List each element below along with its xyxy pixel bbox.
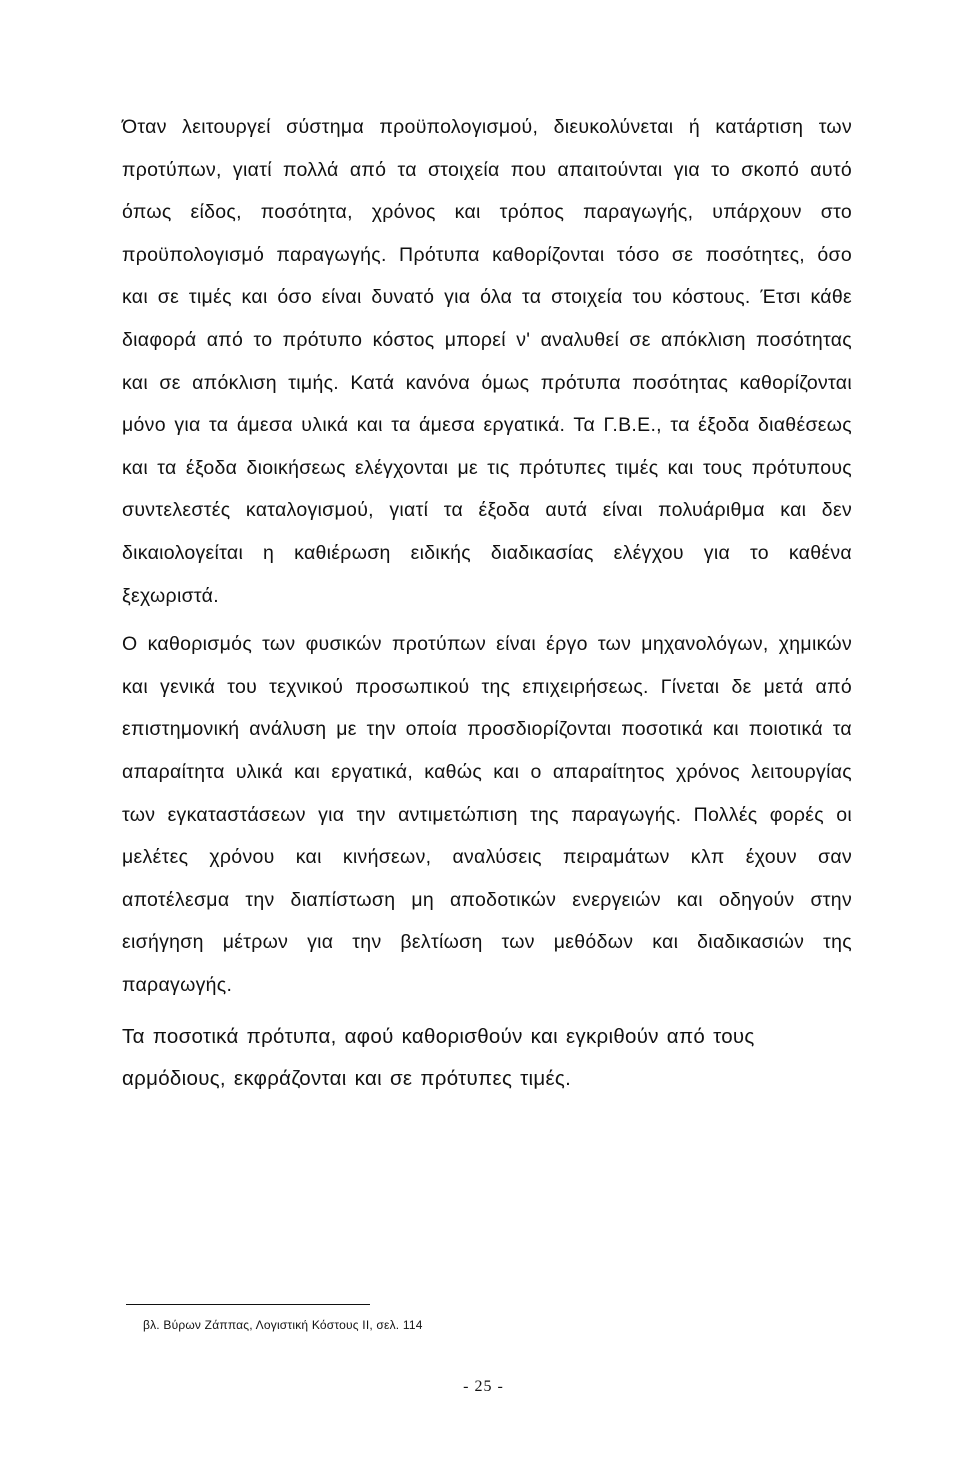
paragraph-physical-standards: Ο καθορισμός των φυσικών προτύπων είναι έργο των μηχανολόγων, χημικών και γενικά του τεχνικού προσωπικού της επιχειρήσεως. Γίνεται δε μετά από επιστημονική ανάλυση με την οποία προσδιορίζονται ποσοτικά και ποιοτικά τα απαραίτητα υλικά και εργατικά, καθώς και ο απαραίτητος χρόνος λειτουργίας των εγκαταστάσεων για την αντιμετώπιση της παραγωγής. Πολλές φορές οι μελέτες χρόνου και κινήσεων, αναλύσεις πειραμάτων κλπ έχουν σαν αποτέλεσμα την διαπίστωση μη αποδοτικών ενεργειών και οδηγούν στην εισήγηση μέτρων για την βελτίωση των μεθόδων και διαδικασιών της παραγωγής. — [122, 633, 852, 996]
footnote: βλ. Βύρων Ζάππας, Λογιστική Κόστους ΙΙ, σελ. 114 — [143, 1318, 423, 1332]
footnote-divider — [126, 1304, 370, 1305]
paragraph-quantity-standards: Τα ποσοτικά πρότυπα, αφού καθορισθούν και εγκριθούν από τους αρμόδιους, εκφράζονται και σε πρότυπες τιμές. — [122, 1025, 755, 1091]
document-body — [122, 106, 852, 1100]
page-number: - 25 - — [463, 1378, 504, 1395]
paragraph-standards-preparation: Όταν λειτουργεί σύστημα προϋπολογισμού, διευκολύνεται ή κατάρτιση των προτύπων, γιατί πολλά από τα στοιχεία που απαιτούνται για το σκοπό αυτό όπως είδος, ποσότητα, χρόνος και τρόπος παραγωγής, υπάρχουν στο προϋπολογισμό παραγωγής. Πρότυπα καθορίζονται τόσο σε ποσότητες, όσο και σε τιμές και όσο είναι δυνατό για όλα τα στοιχεία του κόστους. Έτσι κάθε διαφορά από το πρότυπο κόστος μπορεί ν' αναλυθεί σε απόκλιση ποσότητας και σε απόκλιση τιμής. Κατά κανόνα όμως πρότυπα ποσότητας καθορίζονται μόνο για τα άμεσα υλικά και τα άμεσα εργατικά. Τα Γ.Β.Ε., τα έξοδα διαθέσεως και τα έξοδα διοικήσεως ελέγχονται με τις πρότυπες τιμές και τους πρότυπους συντελεστές καταλογισμού, γιατί τα έξοδα αυτά είναι πολυάριθμα και δεν δικαιολογείται η καθιέρωση ειδικής διαδικασίας ελέγχου για το καθένα ξεχωριστά. — [122, 116, 852, 607]
